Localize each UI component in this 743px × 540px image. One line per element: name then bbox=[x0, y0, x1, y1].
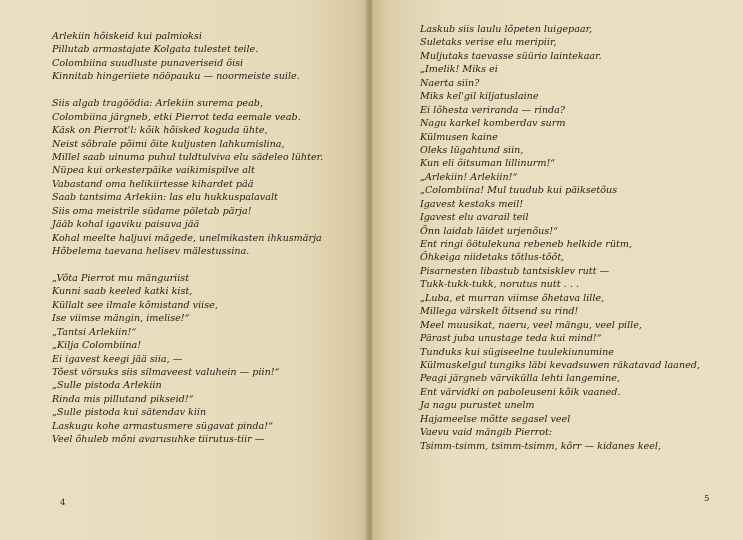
poem-line: Õnn laidab läidet urjenõus!“ bbox=[420, 225, 558, 237]
poem-line: Pärast juba unustage teda kui mind!“ bbox=[420, 333, 602, 345]
page-number: 4 bbox=[60, 498, 66, 508]
poem-line: Siis algab tragöödia: Arlekiin surema peab, bbox=[52, 98, 263, 110]
poem-line: Nagu karkel komberdav surm bbox=[420, 118, 566, 130]
poem-line: Muljutaks taevasse süürio laintekaar. bbox=[420, 50, 602, 62]
poem-line: Kunni saab keeled katki kist, bbox=[52, 286, 193, 298]
stanza-break bbox=[52, 84, 323, 97]
poem-line: Millega värskelt õitsend su rind! bbox=[420, 306, 579, 318]
poem-line: Arlekiin hõiskeid kui palmioksi bbox=[52, 31, 202, 42]
poem-line: Suletaks verise elu meripiir, bbox=[420, 37, 557, 49]
poem-line: Neist sõbrale põimi õite kuljusten lahkumislina, bbox=[52, 138, 285, 150]
poem-line: Meel muusikat, naeru, veel mängu, veel pille, bbox=[420, 319, 642, 331]
poem-line: Miks kel'gil kiljatuslaine bbox=[420, 91, 539, 103]
poem-line: Veel õhuleb mõni avarusuhke tiirutus-tiir — bbox=[52, 434, 265, 446]
poem-line: Rinda mis pillutand pikseid!“ bbox=[52, 393, 194, 405]
poem-line: Siis oma meistrile südame pöletab pärja! bbox=[52, 205, 252, 217]
left-page bbox=[0, 0, 368, 540]
page-number: 5 bbox=[704, 494, 710, 504]
poem-line: Tukk-tukk-tukk, norutus nutt . . . bbox=[420, 279, 579, 291]
poem-line: „Luba, et murran viimse õhetava lille, bbox=[420, 292, 605, 304]
poem-line: Ei lõhesta veriranda — rinda? bbox=[420, 104, 565, 116]
poem-line: Hõbelema taevana helisev mälestussina. bbox=[52, 246, 250, 257]
poem-line: Kun eli õitsuman lillinurm!“ bbox=[420, 158, 556, 170]
poem-line: Colombiina suudluste punaveriseid õisi bbox=[52, 57, 244, 69]
poem-line: Colombiina järgneb, etki Pierrot teda eemale veab. bbox=[52, 111, 301, 123]
poem-line: Tunduks kui sügiseelne tuulekiunumine bbox=[420, 346, 614, 358]
poem-line: „Colombiina! Mul tuudub kui päiksetõus bbox=[420, 185, 618, 197]
poem-line: Millel saab uinuma puhul tuldtulviva elu sädeleo lühter. bbox=[52, 151, 324, 163]
poem-line: Oleks lügahtund siin, bbox=[420, 144, 524, 156]
poem-line: Ent ringi õötulekuna rebeneb helkide rütm, bbox=[420, 239, 633, 250]
poem-line: Naerta siin? bbox=[420, 77, 480, 89]
poem-line: Pillutab armastajate Kolgata tulestet teile. bbox=[52, 44, 259, 56]
poem-line: Kohal meelte haljuvi mägede, unelmikasten ihkusmärja bbox=[52, 232, 322, 244]
poem-line: Küllalt see ilmale kõmistand viise, bbox=[52, 299, 218, 311]
poem-line: Laskugu kohe armastusmere sügavat pinda!“ bbox=[52, 420, 273, 432]
poem-line: Ja nagu purustet unelm bbox=[420, 400, 535, 412]
poem-line: Nüpea kui orkesterpäike vaikimispilve alt bbox=[52, 165, 255, 177]
poem-line: Laskub siis laulu lõpeten luigepaar, bbox=[420, 24, 593, 35]
poem-line: Peagi järgneb värvikülla lehti langemine, bbox=[420, 373, 621, 385]
poem-line: Tsimm-tsimm, tsimm-tsimm, kõrr — kidanes keel, bbox=[420, 440, 662, 452]
poem-line: „Arlekiin! Arlekiin!“ bbox=[420, 171, 518, 183]
poem-line: Igavest elu avarail teil bbox=[420, 212, 529, 224]
poem-line: Hajameelse mõtte segasel veel bbox=[420, 413, 571, 425]
right-page bbox=[372, 0, 743, 540]
poem-line: Ise viimse mängin, imelise!“ bbox=[52, 313, 190, 325]
poem-line: Pisarnesten libastub tantsisklev rutt — bbox=[420, 265, 610, 277]
poem-line: Tõest vörsuks siis silmaveest valuhein — piin!“ bbox=[52, 366, 280, 378]
poem-line: Õhkeiga niidetaks tõtlus-tõõt, bbox=[420, 252, 565, 264]
stanza-break bbox=[52, 258, 323, 271]
right-page-text bbox=[420, 23, 700, 453]
poem-line: „Sulle pistoda kui sätendav kiin bbox=[52, 407, 207, 419]
poem-line: „Võta Pierrot mu mänguriist bbox=[52, 272, 190, 284]
poem-line: Ei igavest keegi jää siia, — bbox=[52, 353, 183, 365]
poem-line: „Tantsi Arlekiin!“ bbox=[52, 326, 137, 338]
poem-line: Külmusen kaine bbox=[420, 131, 498, 143]
poem-line: „Imelik! Miks ei bbox=[420, 64, 498, 76]
poem-line: Jääb kohal igaviku paisuva jää bbox=[52, 219, 200, 231]
poem-line: Külmuskelgul tungiks läbi kevadsuwen räkatavad laaned, bbox=[420, 359, 700, 371]
poem-line: Kinnitab hingeriiete nööpauku — noormeiste suile. bbox=[52, 71, 300, 83]
poem-line: Vabastand oma helikiirtesse kihardet pää bbox=[52, 178, 254, 190]
left-page-text bbox=[52, 30, 323, 447]
poem-line: Saab tantsima Arlekiin: las elu hukkuspalavalt bbox=[52, 192, 278, 204]
poem-line: Vaevu vaid mängib Pierrot: bbox=[420, 427, 553, 439]
poem-line: „Kilja Colombiina! bbox=[52, 340, 142, 352]
poem-line: Käsk on Pierrot'l: kõik hõisked koguda ühte, bbox=[52, 125, 268, 137]
poem-line: Ent värvidki on paboleuseni kõik vaaned. bbox=[420, 386, 621, 398]
poem-line: Igavest kestaks meil! bbox=[420, 198, 524, 210]
poem-line: „Sulle pistoda Arlekiin bbox=[52, 380, 162, 392]
